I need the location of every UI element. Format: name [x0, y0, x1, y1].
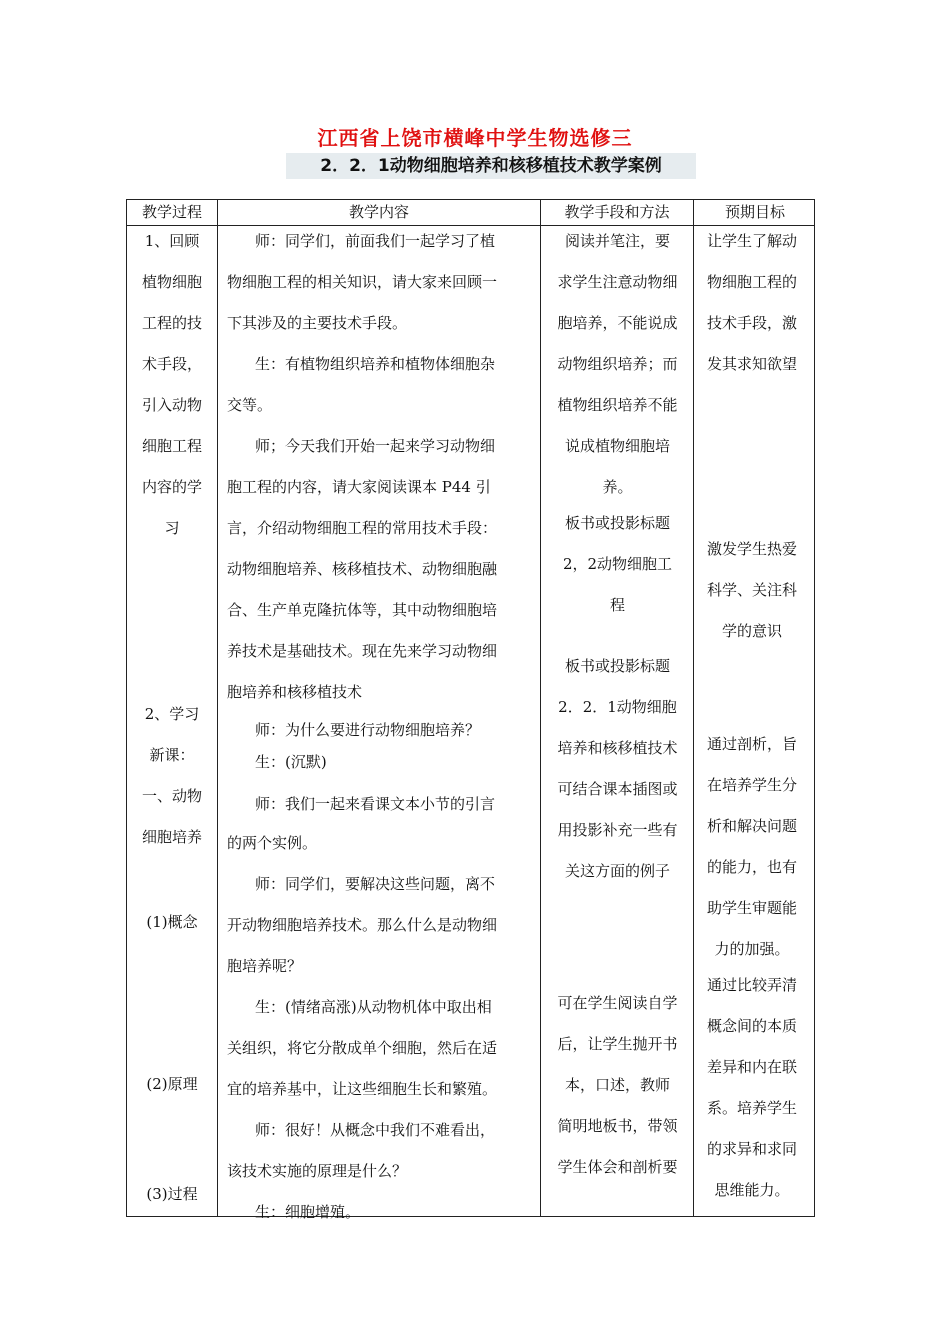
header-teaching-process: 教学过程 [141, 203, 202, 221]
content-line: 师：我们一起来看课文本小节的引言 [255, 795, 496, 813]
goals-column [696, 200, 808, 1216]
header-expected-goals: 预期目标 [724, 203, 785, 221]
content-line: 关组织，将它分散成单个细胞，然后在适 [227, 1039, 498, 1057]
methods-line: 后，让学生抛开书 [557, 1035, 678, 1053]
goals-line: 的能力，也有 [706, 858, 797, 876]
content-line: 下其涉及的主要技术手段。 [227, 314, 408, 332]
methods-line: 2．2．1动物细胞 [558, 698, 677, 716]
process-line: 细胞培养 [141, 828, 202, 846]
goals-line: 通过比较弄清 [706, 976, 797, 994]
content-line: 合、生产单克隆抗体等，其中动物细胞培 [227, 601, 498, 619]
content-line: 胞培养呢？ [227, 957, 303, 975]
goals-line: 思维能力。 [714, 1181, 790, 1199]
methods-line: 简明地板书，带领 [557, 1117, 678, 1135]
goals-line: 科学、关注科 [706, 581, 797, 599]
goals-line: 力的加强。 [714, 940, 790, 958]
methods-line: 2，2动物细胞工 [562, 555, 673, 573]
methods-line: 胞培养，不能说成 [557, 314, 678, 332]
document-subtitle: 2．2．1动物细胞培养和核移植技术教学案例 [286, 153, 696, 179]
methods-line: 可结合课本插图或 [557, 780, 678, 798]
methods-line: 阅读并笔注，要 [564, 232, 670, 250]
process-line: 一、动物 [141, 787, 202, 805]
goals-line: 学的意识 [721, 622, 782, 640]
content-line: 生：(沉默) [255, 753, 327, 771]
goals-line: 差异和内在联 [706, 1058, 797, 1076]
methods-line: 求学生注意动物细 [557, 273, 678, 291]
process-line: 1、回顾 [144, 232, 200, 250]
methods-line: 学生体会和剖析要 [557, 1158, 678, 1176]
content-line: 师：为什么要进行动物细胞培养？ [255, 721, 481, 739]
content-line: 生：(情绪高涨)从动物机体中取出相 [255, 998, 492, 1016]
goals-line: 让学生了解动 [706, 232, 797, 250]
content-line: 生：细胞增殖。 [255, 1203, 361, 1221]
goals-line: 概念间的本质 [706, 1017, 797, 1035]
content-line: 胞培养和核移植技术 [227, 683, 363, 701]
goals-line: 技术手段，激 [706, 314, 797, 332]
process-line: (2)原理 [146, 1075, 198, 1093]
content-line: 交等。 [227, 396, 273, 414]
process-line: 工程的技 [141, 314, 202, 332]
process-line: 习 [164, 519, 180, 537]
methods-line: 培养和核移植技术 [557, 739, 678, 757]
process-line: 术手段， [141, 355, 202, 373]
process-line: 引入动物 [141, 396, 202, 414]
lesson-plan-table [126, 199, 815, 1221]
methods-line: 本，口述，教师 [564, 1076, 670, 1094]
content-line: 养技术是基础技术。现在先来学习动物细 [227, 642, 498, 660]
methods-line: 植物组织培养不能 [557, 396, 678, 414]
process-line: 植物细胞 [141, 273, 202, 291]
content-line: 的两个实例。 [227, 834, 318, 852]
methods-line: 板书或投影标题 [564, 657, 670, 675]
methods-line: 关这方面的例子 [564, 862, 670, 880]
process-line: 细胞工程 [141, 437, 202, 455]
header-teaching-methods: 教学手段和方法 [564, 203, 670, 221]
content-line: 该技术实施的原理是什么？ [227, 1162, 408, 1180]
goals-line: 通过剖析，旨 [706, 735, 797, 753]
goals-line: 发其求知欲望 [706, 355, 797, 373]
methods-column [541, 200, 694, 1216]
content-line: 胞工程的内容，请大家阅读课本 P44 引 [227, 478, 491, 496]
methods-line: 养。 [602, 478, 633, 496]
header-teaching-content: 教学内容 [348, 203, 409, 221]
column-divider [217, 200, 218, 1216]
content-line: 开动物细胞培养技术。那么什么是动物细 [227, 916, 498, 934]
methods-line: 程 [609, 596, 625, 614]
goals-line: 激发学生热爱 [706, 540, 797, 558]
methods-line: 动物组织培养；而 [557, 355, 678, 373]
content-line: 师：很好！从概念中我们不难看出， [255, 1121, 496, 1139]
goals-line: 在培养学生分 [706, 776, 797, 794]
process-line: 新课： [149, 746, 195, 764]
methods-line: 可在学生阅读自学 [557, 994, 678, 1012]
goals-line: 助学生审题能 [706, 899, 797, 917]
content-line: 师：同学们，要解决这些问题，离不 [255, 875, 496, 893]
content-line: 物细胞工程的相关知识，请大家来回顾一 [227, 273, 498, 291]
process-line: (1)概念 [146, 913, 198, 931]
goals-line: 物细胞工程的 [706, 273, 797, 291]
process-line: 2、学习 [144, 705, 200, 723]
methods-line: 用投影补充一些有 [557, 821, 678, 839]
process-line: (3)过程 [146, 1185, 198, 1203]
goals-line: 的求异和求同 [706, 1140, 797, 1158]
methods-line: 板书或投影标题 [564, 514, 670, 532]
goals-line: 系。培养学生 [706, 1099, 797, 1117]
content-line: 言，介绍动物细胞工程的常用技术手段： [227, 519, 498, 537]
content-line: 动物细胞培养、核移植技术、动物细胞融 [227, 560, 498, 578]
content-line: 宜的培养基中，让这些细胞生长和繁殖。 [227, 1080, 498, 1098]
content-line: 师：同学们，前面我们一起学习了植 [255, 232, 496, 250]
process-line: 内容的学 [141, 478, 202, 496]
content-line: 师；今天我们开始一起来学习动物细 [255, 437, 496, 455]
goals-line: 析和解决问题 [706, 817, 797, 835]
methods-line: 说成植物细胞培 [564, 437, 670, 455]
document-title: 江西省上饶市横峰中学生物选修三 [317, 126, 633, 150]
content-line: 生：有植物组织培养和植物体细胞杂 [255, 355, 496, 373]
